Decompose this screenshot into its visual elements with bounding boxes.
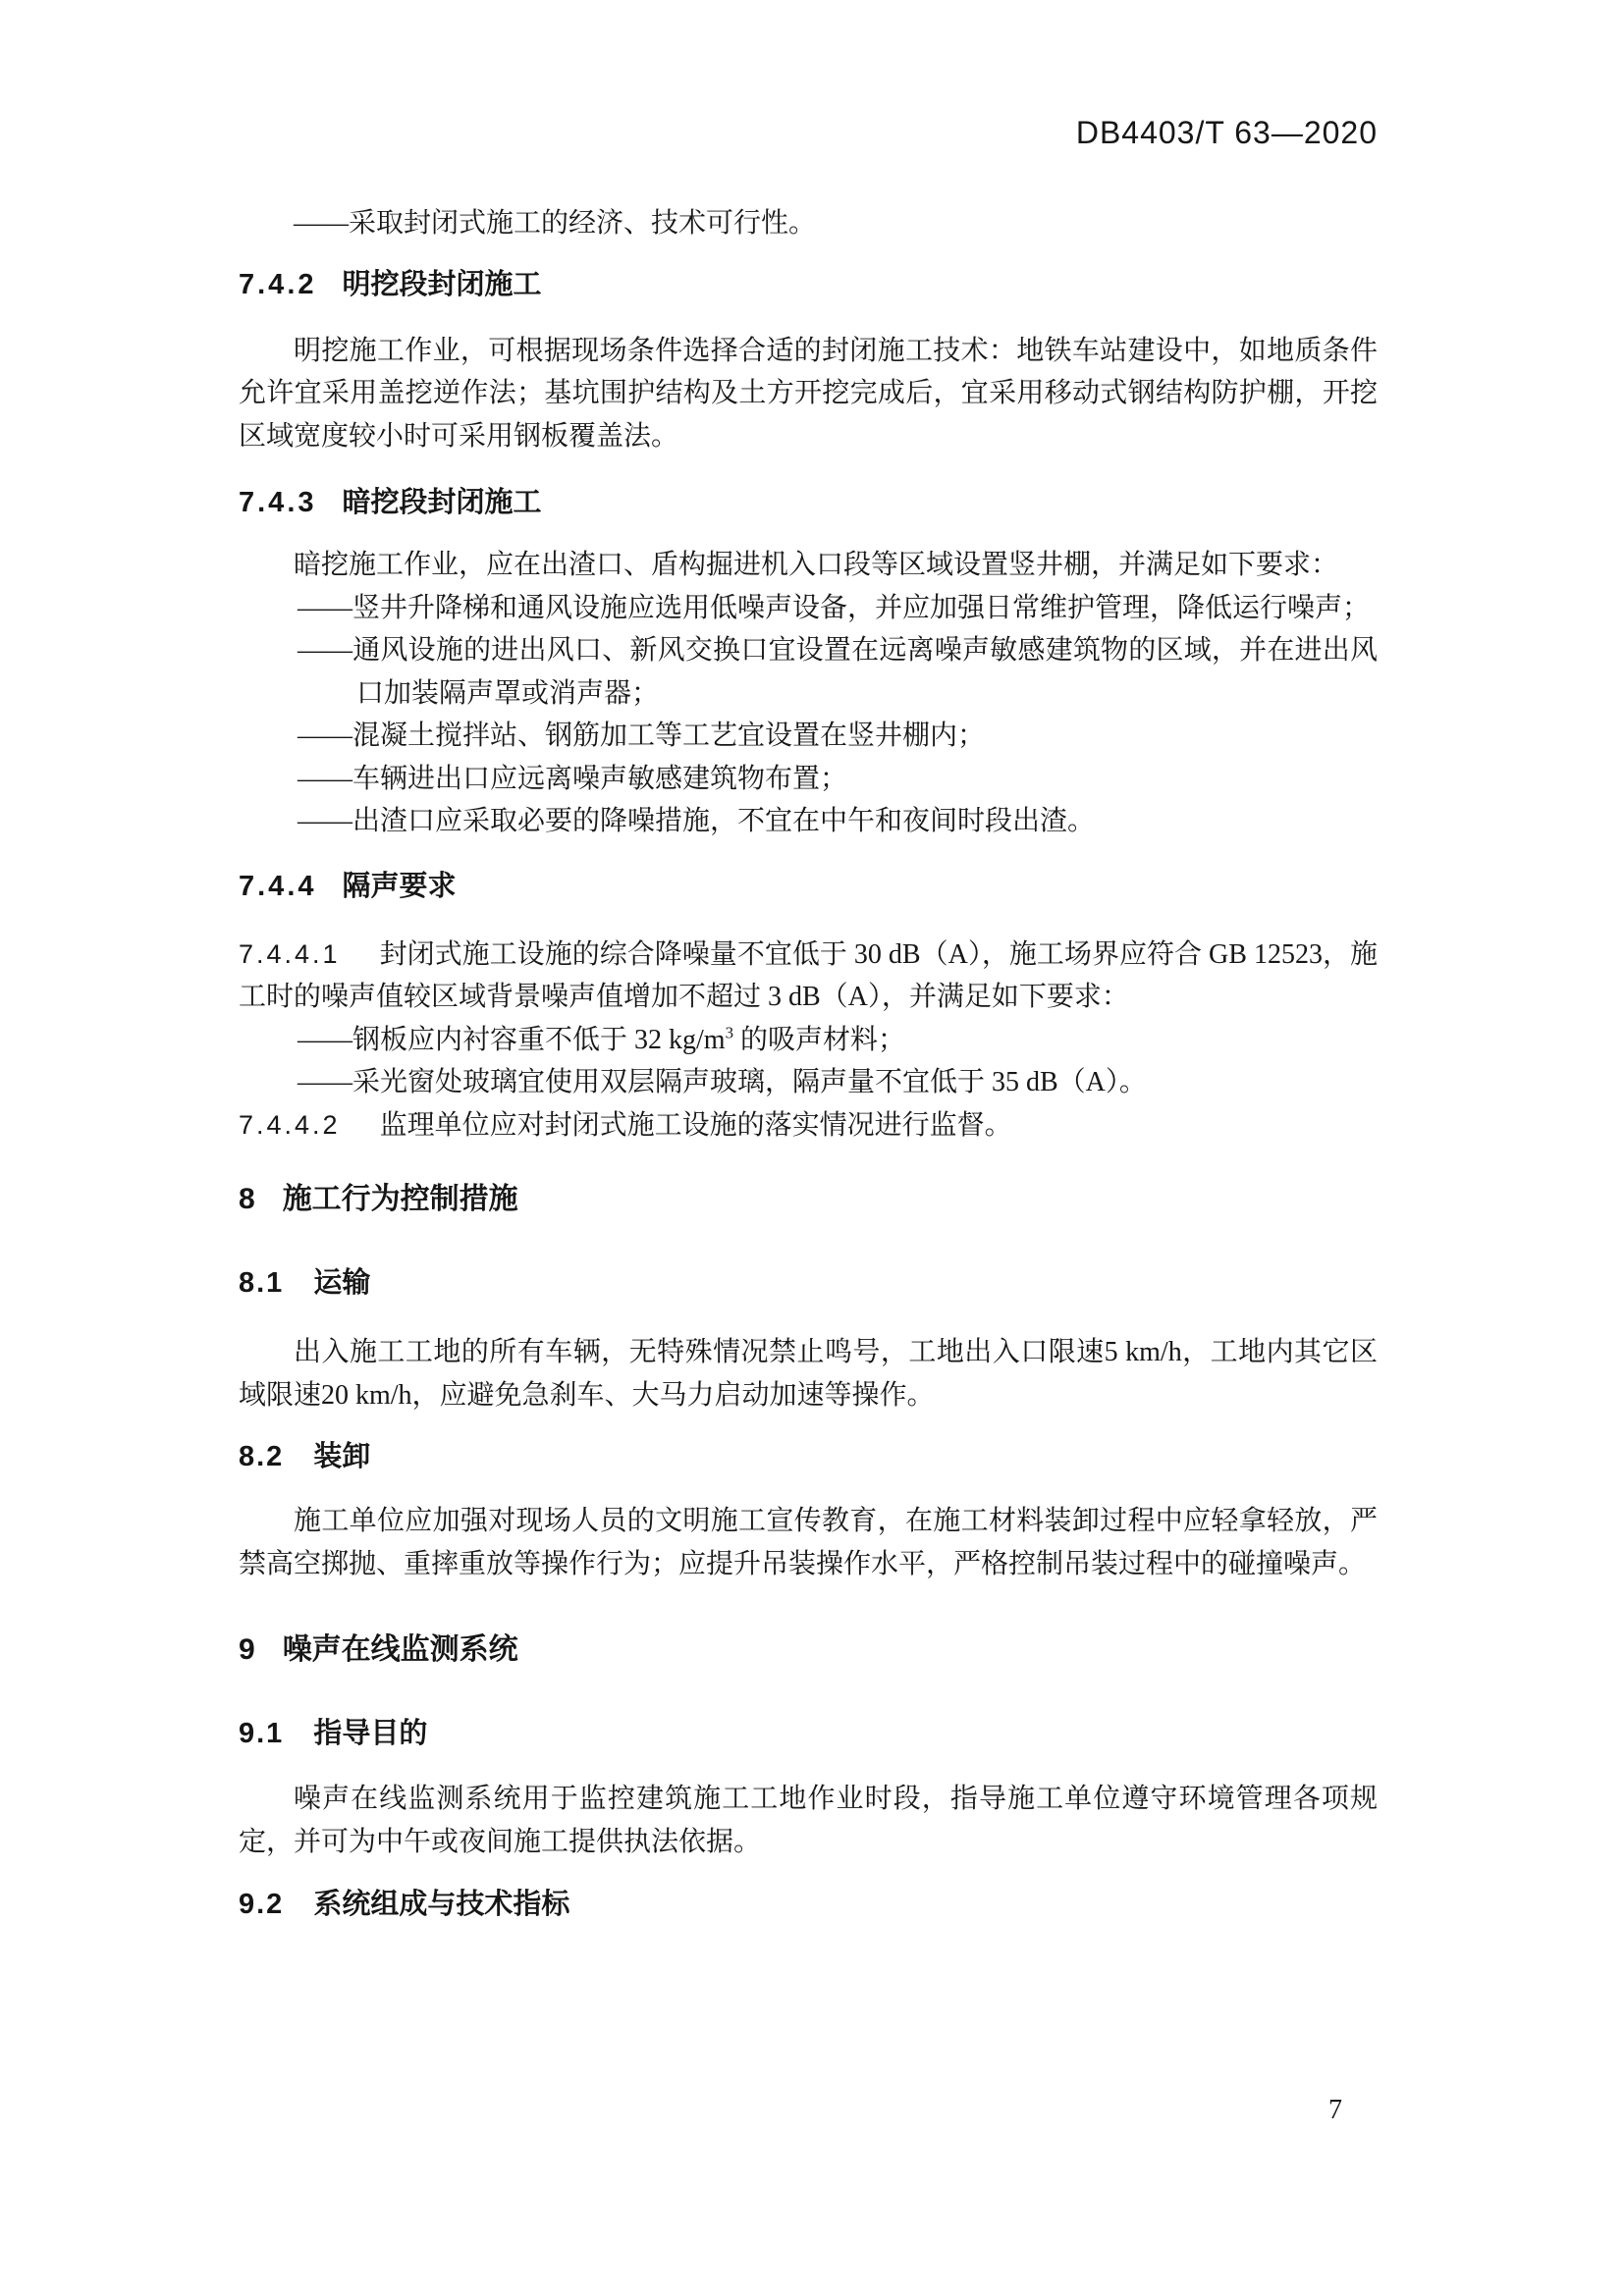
clause-7-4-4-2 xyxy=(239,1104,1378,1148)
heading-title: 装卸 xyxy=(313,1441,371,1472)
superscript-3: 3 xyxy=(725,1023,733,1042)
heading-number: 7.4.4 xyxy=(239,870,317,902)
clause-text: 监理单位应对封闭式施工设施的落实情况进行监督。 xyxy=(379,1109,1012,1141)
dash-item-feasibility: ——采取封闭式施工的经济、技术可行性。 xyxy=(294,208,817,239)
document-code-header: DB4403/T 63—2020 xyxy=(1075,115,1378,150)
heading-number: 8.1 xyxy=(239,1267,285,1299)
bullet-list-shaft-requirements xyxy=(239,587,1378,843)
heading-7-4-3 xyxy=(239,481,1378,524)
bullet-item-lift-ventilation: ——竖井升降梯和通风设施应选用低噪声设备，并应加强日常维护管理，降低运行噪声； xyxy=(298,592,1371,623)
heading-8 xyxy=(239,1177,1378,1222)
bullet-item-vehicle-entrance: ——车辆进出口应远离噪声敏感建筑物布置； xyxy=(298,763,848,794)
page-number: 7 xyxy=(1328,2095,1342,2125)
heading-title: 施工行为控制措施 xyxy=(282,1183,518,1215)
paragraph-monitoring-purpose: 噪声在线监测系统用于监控建筑施工工地作业时段，指导施工单位遵守环境管理各项规定，并可为中午或夜间施工提供执法依据。 xyxy=(239,1784,1378,1857)
clause-number: 7.4.4.2 xyxy=(239,1109,341,1140)
bullet-text-pre: ——钢板应内衬容重不低于 32 kg/m xyxy=(298,1024,726,1055)
bullet-item-glazing: ——采光窗处玻璃宜使用双层隔声玻璃，隔声量不宜低于 35 dB（A）。 xyxy=(298,1067,1147,1097)
paragraph-transport: 出入施工工地的所有车辆，无特殊情况禁止鸣号，工地出入口限速5 km/h，工地内其它区域限速20 km/h，应避免急刹车、大马力启动加速等操作。 xyxy=(239,1337,1378,1411)
heading-title: 暗挖段封闭施工 xyxy=(342,487,542,518)
heading-number: 7.4.3 xyxy=(239,487,317,518)
heading-title: 系统组成与技术指标 xyxy=(313,1889,570,1920)
heading-title: 运输 xyxy=(313,1267,371,1299)
heading-title: 指导目的 xyxy=(313,1718,428,1749)
paragraph-underground-construction: 暗挖施工作业，应在出渣口、盾构掘进机入口段等区域设置竖井棚，并满足如下要求： xyxy=(294,550,1339,580)
heading-number: 9.2 xyxy=(239,1889,285,1920)
heading-7-4-4 xyxy=(239,865,1378,908)
heading-9-1 xyxy=(239,1712,1378,1755)
heading-title: 明挖段封闭施工 xyxy=(342,268,542,300)
clause-text: 封闭式施工设施的综合降噪量不宜低于 30 dB（A），施工场界应符合 GB 12523，施工时的噪声值较区域背景噪声值增加不超过 3 dB（A），并满足如下要求： xyxy=(239,938,1378,1012)
heading-9-2 xyxy=(239,1883,1378,1926)
bullet-item-concrete-station: ——混凝土搅拌站、钢筋加工等工艺宜设置在竖井棚内； xyxy=(298,721,986,751)
bullet-item-slag-outlet: ——出渣口应采取必要的降噪措施，不宜在中午和夜间时段出渣。 xyxy=(298,806,1096,836)
heading-number: 9 xyxy=(239,1633,255,1666)
bullet-item-steel-plate xyxy=(239,1019,1378,1062)
heading-8-1 xyxy=(239,1261,1378,1305)
heading-9 xyxy=(239,1628,1378,1673)
paragraph-open-cut-construction: 明挖施工作业，可根据现场条件选择合适的封闭施工技术：地铁车站建设中，如地质条件允许宜采用盖挖逆作法；基坑围护结构及土方开挖完成后，宜采用移动式钢结构防护棚，开挖区域宽度较小时可采用钢板覆盖法。 xyxy=(239,335,1378,452)
heading-7-4-2 xyxy=(239,263,1378,306)
heading-number: 7.4.2 xyxy=(239,268,317,300)
clause-7-4-4-1 xyxy=(239,934,1378,1019)
clause-number: 7.4.4.1 xyxy=(239,938,341,969)
heading-title: 噪声在线监测系统 xyxy=(282,1633,518,1666)
heading-8-2 xyxy=(239,1435,1378,1478)
bullet-item-air-vents: ——通风设施的进出风口、新风交换口宜设置在远离噪声敏感建筑物的区域，并在进出风口加装隔声罩或消声器； xyxy=(298,635,1378,709)
heading-number: 9.1 xyxy=(239,1718,285,1749)
paragraph-loading-unloading: 施工单位应加强对现场人员的文明施工宣传教育，在施工材料装卸过程中应轻拿轻放，严禁高空掷抛、重摔重放等操作行为；应提升吊装操作水平，严格控制吊装过程中的碰撞噪声。 xyxy=(239,1506,1378,1579)
bullet-text-post: 的吸声材料； xyxy=(732,1024,905,1055)
heading-number: 8 xyxy=(239,1183,255,1215)
heading-number: 8.2 xyxy=(239,1441,285,1472)
heading-title: 隔声要求 xyxy=(342,870,457,902)
bullet-list-sound-insulation xyxy=(239,1019,1378,1104)
